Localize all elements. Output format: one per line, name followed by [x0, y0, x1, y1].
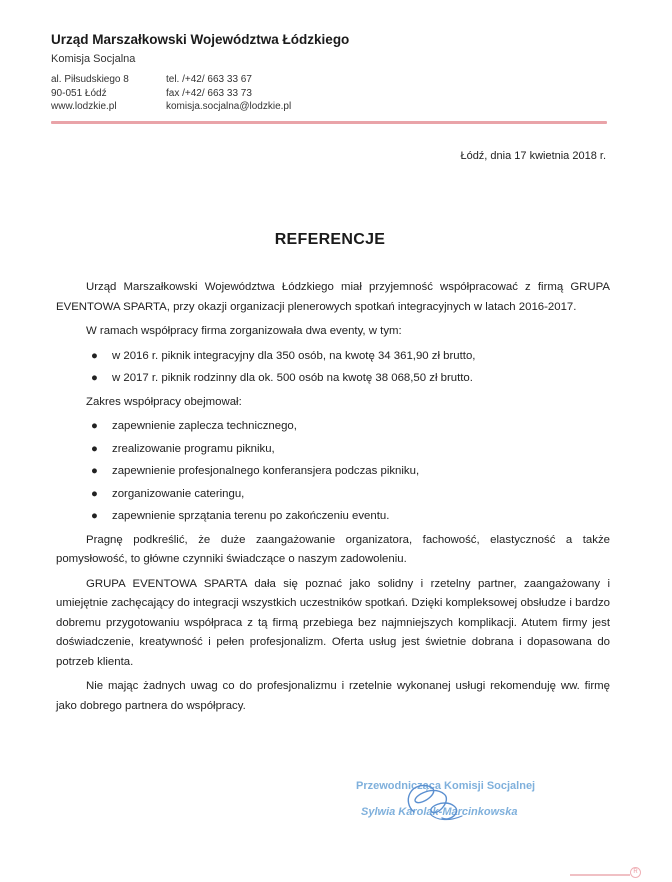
registered-mark-icon: R: [630, 867, 641, 878]
handwritten-signature-icon: [392, 772, 482, 828]
address-website: www.lodzkie.pl: [51, 101, 117, 112]
bullet-icon: ●: [91, 442, 98, 455]
recommendation-paragraph: Nie mając żadnych uwag co do profesjonalizmu i rzetelnie wykonanej usługi rekomenduję ww. firmę jako dobrego partnera do współpracy.: [56, 680, 610, 712]
bullet-icon: ●: [91, 372, 98, 384]
letter-body: [56, 278, 610, 721]
scope-list: [56, 417, 610, 527]
contact-email: komisja.socjalna@lodzkie.pl: [166, 101, 292, 112]
address-street: al. Piłsudskiego 8: [51, 74, 129, 85]
signatory-name-stamp: Sylwia Karolak-Marcinkowska: [361, 806, 518, 818]
address-block: [51, 73, 129, 114]
list-item: ● zrealizowanie programu pikniku,: [56, 440, 610, 460]
bullet-icon: ●: [91, 420, 98, 432]
appreciation-paragraph: Pragnę podkreślić, że duże zaangażowanie organizatora, fachowość, elastyczność a także pomysłowość, to główne czynniki świadczące o naszym zadowoleniu.: [56, 533, 610, 565]
list-item: ● zorganizowanie cateringu,: [56, 485, 610, 505]
organization-name: Urząd Marszałkowski Województwa Łódzkiego: [51, 32, 350, 47]
intro-paragraph: Urząd Marszałkowski Województwa Łódzkiego miał przyjemność współpracować z firmą GRUPA EVENTOWA SPARTA, przy okazji organizacji plenerowych spotkań integracyjnych w latach 2016-2017.: [56, 281, 610, 313]
address-city: 90-051 Łódź: [51, 87, 107, 99]
bullet-icon: ●: [91, 510, 98, 522]
list-item: ● w 2016 r. piknik integracyjny dla 350 osób, na kwotę 34 361,90 zł brutto,: [56, 347, 610, 367]
list-item: ● zapewnienie profesjonalnego konferansjera podczas pikniku,: [56, 462, 610, 482]
contact-block: [166, 73, 291, 114]
footer-divider: [570, 874, 630, 876]
letter-title: REFERENCJE: [274, 231, 386, 248]
header-divider: [51, 121, 607, 124]
bullet-icon: ●: [91, 487, 98, 500]
events-intro: W ramach współpracy firma zorganizowała dwa eventy, w tym:: [86, 325, 402, 337]
list-item: ● zapewnienie zaplecza technicznego,: [56, 417, 610, 437]
department-name: Komisja Socjalna: [51, 53, 136, 65]
partner-paragraph: GRUPA EVENTOWA SPARTA dała się poznać jako solidny i rzetelny partner, zaangażowany i umiejętnie zachęcający do integracji wszystkich uczestników spotkań. Dzięki kompleksowej obsłudze i bardzo dobremu przygotowaniu współpraca z tą firmą przebiega bez najmniejszych komplikacji. Atutem firmy jest doświadczenie, kreatywność i pełen profesjonalizm. Oferta usług jest świetnie dobrana i dopasowana do potrzeb klienta.: [56, 577, 610, 668]
letter-date: Łódź, dnia 17 kwietnia 2018 r.: [460, 150, 606, 162]
list-item: ● w 2017 r. piknik rodzinny dla ok. 500 osób na kwotę 38 068,50 zł brutto.: [56, 369, 610, 389]
bullet-icon: ●: [91, 349, 98, 362]
list-item: ● zapewnienie sprzątania terenu po zakończeniu eventu.: [56, 507, 610, 527]
scope-intro: Zakres współpracy obejmował:: [86, 395, 242, 408]
contact-fax: fax /+42/ 663 33 73: [166, 87, 252, 99]
bullet-icon: ●: [91, 465, 98, 477]
signatory-role-stamp: Przewodnicząca Komisji Socjalnej: [356, 780, 536, 792]
contact-phone: tel. /+42/ 663 33 67: [166, 74, 252, 85]
events-list: [56, 347, 610, 389]
